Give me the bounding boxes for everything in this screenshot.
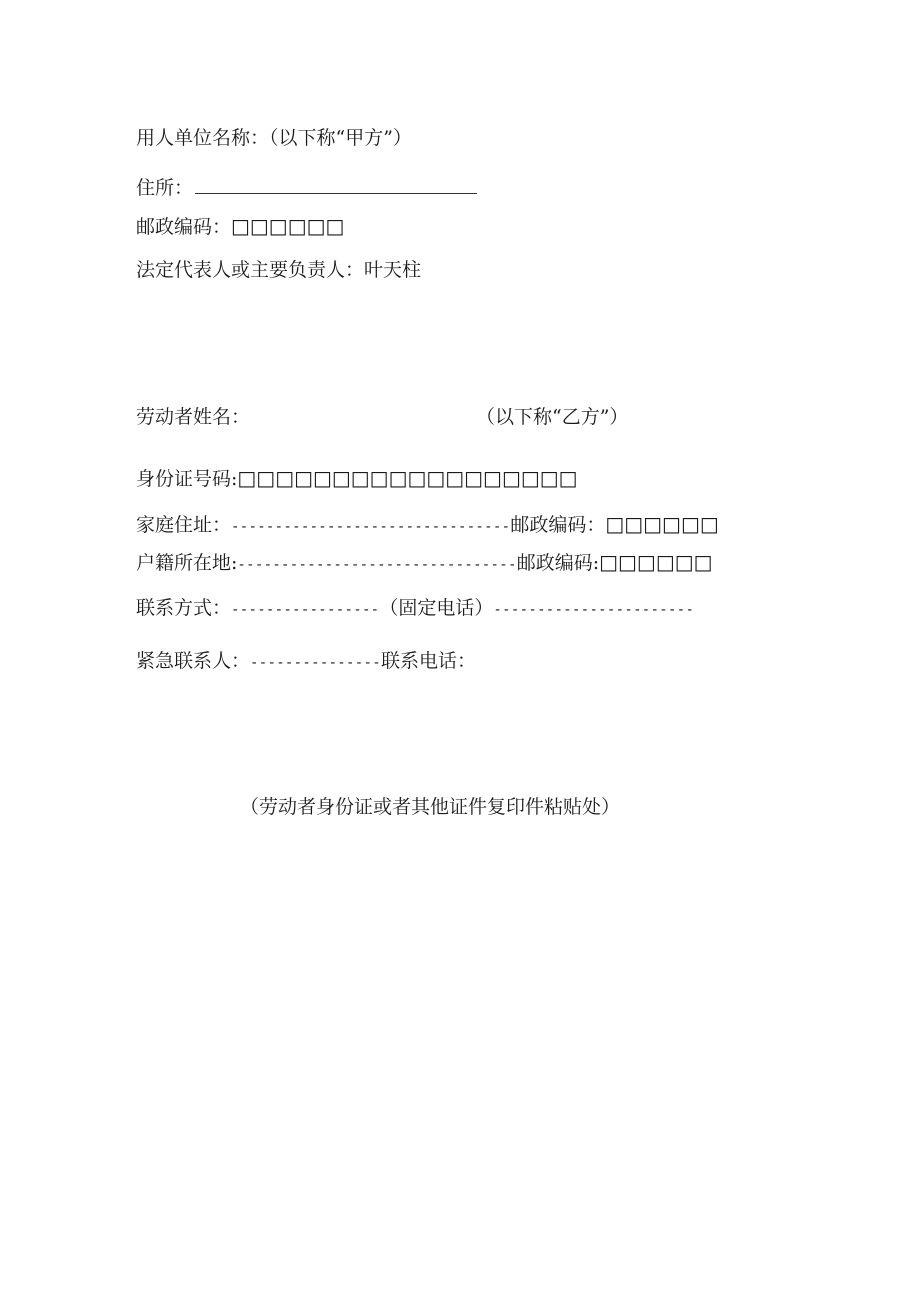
worker-contact-fixed: （固定电话） [379,597,494,619]
worker-contact-dashes-2: ----------------------- [493,602,695,618]
employer-rep-line [136,258,421,282]
employer-postal-line [136,214,344,239]
employer-postal-label: 邮政编码： [136,216,232,238]
worker-contact-dashes-1: ----------------- [231,602,380,618]
worker-name-label: 劳动者姓名： [136,406,251,428]
worker-home-label: 家庭住址： [136,514,232,536]
worker-name-line [136,405,250,429]
worker-home-line [136,512,719,539]
worker-home-postal-boxes: □□□□□□ [605,512,719,536]
worker-emergency-phone-label: 联系电话： [380,650,476,672]
employer-address-label: 住所： [136,177,194,199]
worker-contact-line [136,596,694,622]
worker-name-suffix: （以下称“乙方”） [476,406,629,428]
employer-rep-name: 叶天柱 [364,259,422,281]
worker-name-suffix-line [476,405,628,429]
id-copy-note: （劳动者身份证或者其他证件复印件粘贴处） [240,796,621,818]
worker-huji-postal-boxes: □□□□□□ [599,550,713,574]
worker-emergency-dashes: --------------- [250,655,381,671]
employer-address-blank [195,179,477,194]
worker-id-label: 身份证号码: [136,468,238,490]
worker-huji-postal-label: 邮政编码: [516,552,600,574]
employer-postal-boxes: □□□□□□ [231,214,345,238]
id-copy-note-line [240,795,620,819]
worker-home-postal-label: 邮政编码： [510,514,606,536]
worker-contact-label: 联系方式： [136,597,232,619]
employer-address-line [136,176,477,200]
employer-name-label: 用人单位名称：（以下称“甲方”） [136,127,412,149]
worker-id-boxes: □□□□□□□□□□□□□□□□□□ [237,466,578,490]
worker-huji-dashes: -------------------------------- [237,557,517,573]
worker-emergency-line [136,649,476,675]
employer-name-line [136,126,412,150]
worker-huji-line [136,550,713,577]
worker-huji-label: 户籍所在地: [136,552,238,574]
worker-emergency-label: 紧急联系人： [136,650,251,672]
worker-home-dashes: -------------------------------- [231,519,511,535]
worker-id-line [136,466,578,491]
employer-rep-label: 法定代表人或主要负责人： [136,259,365,281]
